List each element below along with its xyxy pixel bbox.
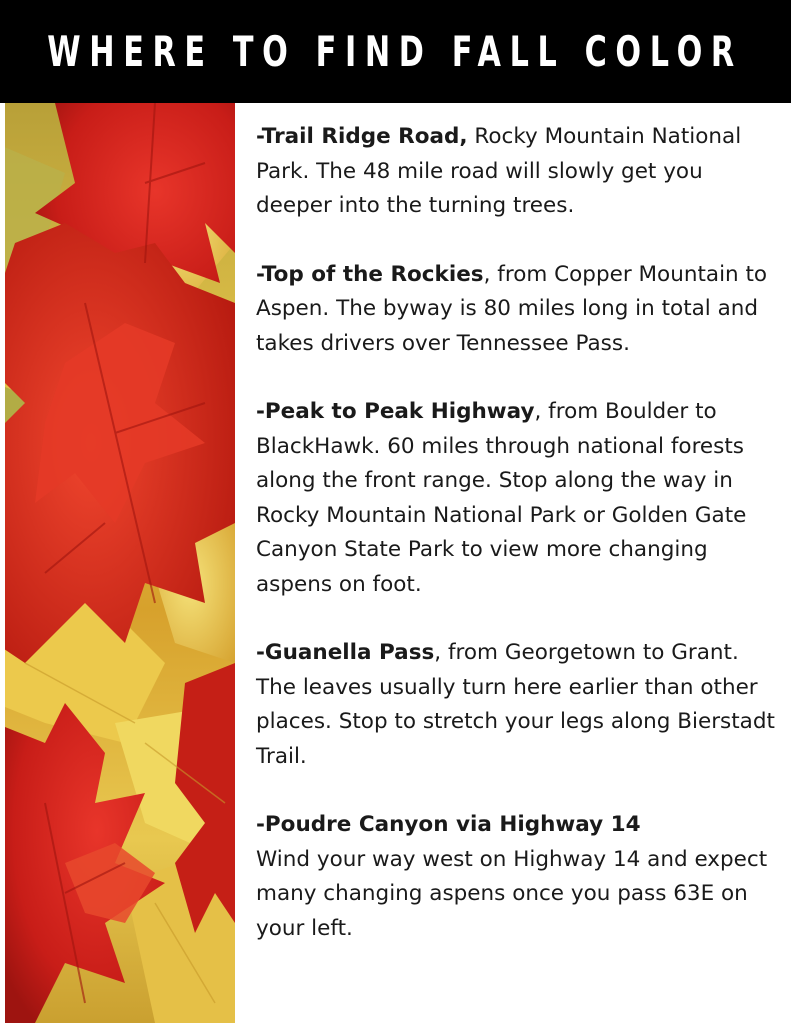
fall-color-list <box>256 120 782 980</box>
list-item <box>256 636 782 774</box>
entry-name: -Trail Ridge Road, <box>256 124 468 149</box>
list-item <box>256 258 782 362</box>
entry-text: , from Georgetown to Grant. The leaves usually turn here earlier than other places. Stop to stretch your legs along Bierstadt Trail. <box>256 640 775 769</box>
autumn-leaves-illustration <box>5 103 235 1023</box>
entry-name: -Peak to Peak Highway <box>256 399 535 424</box>
entry-text: , from Copper Mountain to Aspen. The byway is 80 miles long in total and takes drivers over Tennessee Pass. <box>256 261 768 356</box>
entry-text: Rocky Mountain National Park. The 48 mile road will slowly get you deeper into the turning trees. <box>256 124 742 218</box>
list-item <box>256 395 782 602</box>
list-item <box>256 808 782 946</box>
page-title: WHERE TO FIND FALL COLOR <box>47 27 744 76</box>
page-header <box>0 0 791 103</box>
autumn-leaves-photo <box>5 103 235 1023</box>
entry-name: -Guanella Pass <box>256 640 435 665</box>
list-item <box>256 120 782 224</box>
entry-text: , from Boulder to BlackHawk. 60 miles through national forests along the front range. Stop along the way in Rocky Mountain National Park or Golden Gate Canyon State Park to view more changing aspens on foot. <box>256 399 747 597</box>
entry-name: -Top of the Rockies <box>256 261 484 287</box>
entry-name: -Poudre Canyon via Highway 14 <box>256 812 641 837</box>
entry-text: Wind your way west on Highway 14 and expect many changing aspens once you pass 63E on your left. <box>256 846 768 941</box>
